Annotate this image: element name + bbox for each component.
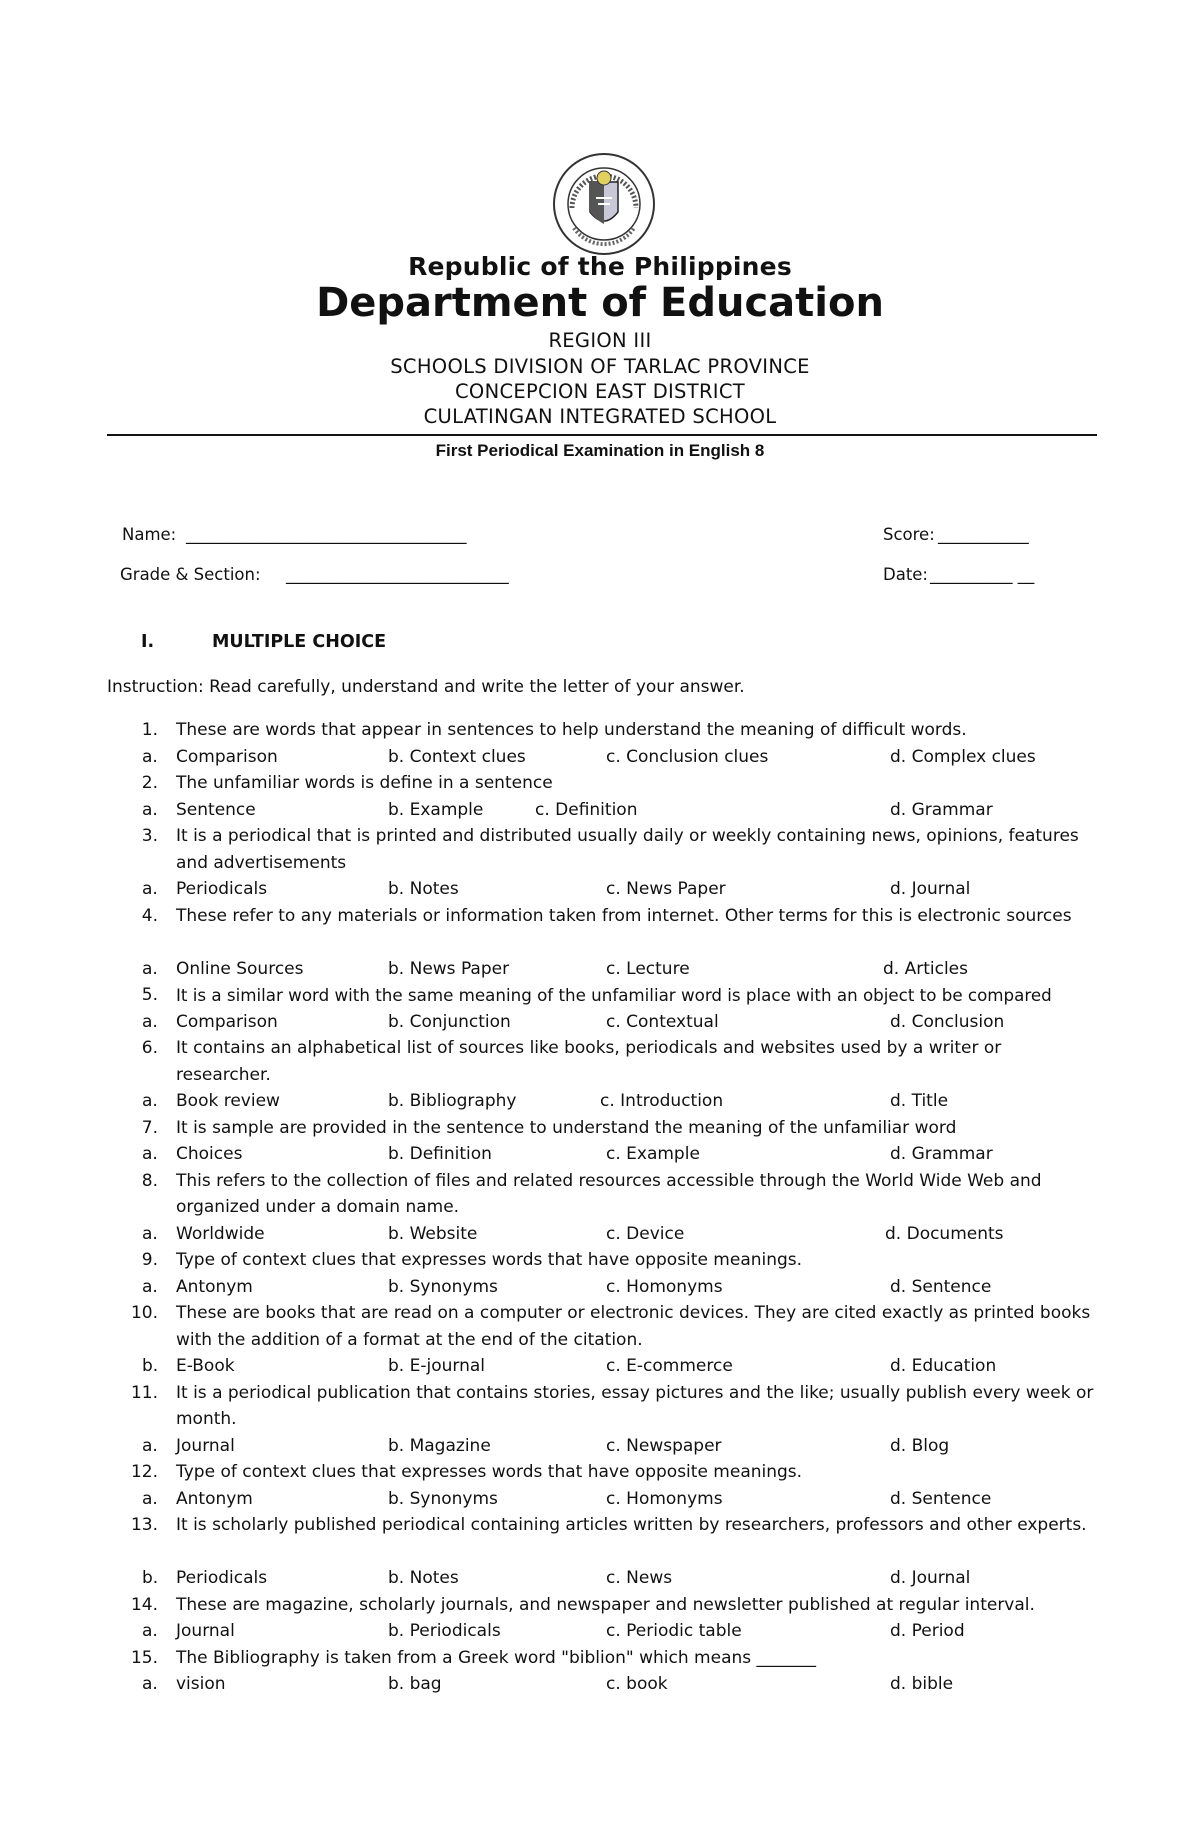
name-field[interactable]: __________________________________ [186, 525, 467, 544]
question-list [0, 717, 1200, 1698]
question-text: It is a similar word with the same meaning of the unfamiliar word is place with an object to be compared [176, 985, 1052, 1005]
choice-a: Antonym [176, 1488, 253, 1509]
choice-c: c. News Paper [606, 879, 726, 899]
question-number: 1. [141, 720, 158, 740]
choice-letter: a. [142, 746, 158, 767]
choice-letter: a. [142, 1621, 158, 1641]
region-line: REGION III [548, 329, 652, 352]
question-text: These are words that appear in sentences to help understand the meaning of difficult words. [176, 720, 967, 740]
choice-c: c. Example [606, 1144, 700, 1164]
choice-a: Sentence [176, 799, 256, 820]
question-number: 7. [141, 1117, 158, 1138]
question-number: 3. [141, 826, 158, 846]
date-label: Date: [883, 565, 928, 584]
choice-b: b. Context clues [388, 746, 526, 767]
choice-a: Comparison [176, 746, 278, 767]
choice-d: d. Grammar [890, 799, 993, 820]
choice-row [0, 1433, 1200, 1460]
section-title: MULTIPLE CHOICE [212, 632, 387, 652]
question-text: It is a periodical publication that contains stories, essay pictures and the like; usually publish every week or month. [176, 1382, 1094, 1429]
choice-a: Online Sources [176, 958, 304, 979]
question-item [0, 1300, 1200, 1353]
question-text: It is a periodical that is printed and distributed usually daily or weekly containing news, opinions, features and advertisements [176, 826, 1079, 873]
choice-c: c. Homonyms [606, 1276, 723, 1297]
choice-b: b. Definition [388, 1144, 492, 1164]
choice-a: Book review [176, 1091, 280, 1111]
choice-c: c. Periodic table [606, 1621, 742, 1641]
choice-letter: a. [142, 879, 158, 899]
choice-c: c. book [606, 1674, 668, 1694]
choice-letter: a. [142, 1144, 158, 1164]
choice-c: c. Homonyms [606, 1488, 723, 1509]
choice-c: c. Contextual [606, 1011, 719, 1032]
choice-d: d. bible [890, 1674, 954, 1694]
question-number: 5. [141, 985, 158, 1005]
section-number: I. [141, 632, 155, 652]
question-text: It contains an alphabetical list of sources like books, periodicals and websites used by a writer or researcher. [176, 1038, 1002, 1085]
question-number: 4. [141, 905, 158, 926]
question-item [0, 823, 1200, 876]
choice-letter: a. [142, 1488, 158, 1509]
choice-row [0, 797, 1200, 824]
choice-row [0, 1486, 1200, 1513]
choice-b: b. News Paper [388, 958, 510, 979]
question-item [0, 1592, 1200, 1619]
choice-d: d. Journal [890, 879, 971, 899]
choice-row [0, 1671, 1200, 1698]
division-line: SCHOOLS DIVISION OF TARLAC PROVINCE [390, 355, 810, 378]
choice-letter: b. [142, 1568, 159, 1588]
choice-row [0, 1274, 1200, 1301]
question-text: These refer to any materials or information taken from internet. Other terms for this is electronic sources [176, 905, 1072, 926]
choice-b: b. Synonyms [388, 1276, 498, 1297]
choice-a: Journal [176, 1621, 235, 1641]
choice-a: Journal [176, 1435, 235, 1456]
score-field[interactable]: ___________ [938, 525, 1029, 544]
choice-row [0, 956, 1200, 983]
choice-row [0, 1618, 1200, 1645]
choice-b: b. bag [388, 1674, 442, 1694]
choice-a: Periodicals [176, 879, 268, 899]
question-item [0, 1035, 1200, 1088]
choice-b: b. E-journal [388, 1356, 485, 1376]
choice-d: d. Title [890, 1091, 949, 1111]
score-label: Score: [883, 525, 935, 544]
choice-d: d. Blog [890, 1435, 950, 1456]
date-field[interactable]: __________ __ [930, 565, 1035, 584]
choice-b: b. Magazine [388, 1435, 491, 1456]
choice-c: c. E-commerce [606, 1356, 733, 1376]
choice-letter: b. [142, 1356, 159, 1376]
choice-b: b. Bibliography [388, 1091, 517, 1111]
question-number: 6. [141, 1038, 158, 1058]
question-number: 9. [141, 1250, 158, 1270]
choice-d: d. Education [890, 1356, 997, 1376]
choice-c: c. Definition [535, 799, 638, 820]
question-item [0, 1645, 1200, 1672]
choice-row [0, 1221, 1200, 1248]
choice-letter: a. [142, 958, 158, 979]
choice-a: E-Book [176, 1356, 235, 1376]
exam-title: First Periodical Examination in English 8 [435, 441, 765, 460]
choice-d: d. Complex clues [890, 746, 1036, 767]
choice-a: vision [176, 1674, 226, 1694]
choice-a: Antonym [176, 1276, 253, 1297]
choice-b: b. Periodicals [388, 1621, 501, 1641]
choice-c: c. Conclusion clues [606, 746, 769, 767]
choice-row [0, 744, 1200, 771]
choice-c: c. News [606, 1568, 673, 1588]
question-number: 14. [130, 1594, 158, 1615]
deped-seal-icon [552, 152, 656, 256]
question-item [0, 982, 1200, 1009]
question-item [0, 717, 1200, 744]
question-text: It is sample are provided in the sentence to understand the meaning of the unfamiliar word [176, 1117, 957, 1138]
country-heading: Republic of the Philippines [408, 252, 792, 281]
question-number: 11. [130, 1382, 158, 1403]
choice-b: b. Notes [388, 879, 459, 899]
choice-letter: a. [142, 1223, 158, 1244]
question-item [0, 903, 1200, 956]
choice-row [0, 1088, 1200, 1115]
choice-b: b. Example [388, 799, 484, 820]
choice-letter: a. [142, 1276, 158, 1297]
question-text: These are books that are read on a computer or electronic devices. They are cited exactly as printed books with the addition of a format at the end of the citation. [176, 1303, 1091, 1350]
question-number: 2. [141, 773, 158, 793]
choice-a: Worldwide [176, 1223, 265, 1244]
grade-section-field[interactable]: ___________________________ [286, 565, 509, 584]
question-item [0, 1168, 1200, 1221]
question-text: The unfamiliar words is define in a sentence [176, 773, 553, 793]
choice-d: d. Conclusion [890, 1011, 1005, 1032]
question-number: 13. [130, 1515, 158, 1535]
choice-letter: a. [142, 1674, 158, 1694]
question-item [0, 1512, 1200, 1565]
choice-row [0, 1009, 1200, 1036]
name-label: Name: [122, 525, 177, 544]
question-text: Type of context clues that expresses words that have opposite meanings. [176, 1250, 803, 1270]
choice-letter: a. [142, 1435, 158, 1456]
choice-d: d. Period [890, 1621, 965, 1641]
choice-c: c. Device [606, 1223, 685, 1244]
choice-d: d. Sentence [890, 1276, 992, 1297]
question-number: 10. [130, 1303, 158, 1323]
school-line: CULATINGAN INTEGRATED SCHOOL [423, 405, 777, 428]
question-item [0, 1380, 1200, 1433]
choice-b: b. Synonyms [388, 1488, 498, 1509]
choice-letter: a. [142, 799, 158, 820]
header-divider [107, 434, 1097, 436]
choice-letter: a. [142, 1011, 158, 1032]
choice-d: d. Articles [883, 958, 968, 979]
question-item [0, 1459, 1200, 1486]
question-number: 8. [141, 1170, 158, 1191]
choice-row [0, 876, 1200, 903]
choice-b: b. Website [388, 1223, 478, 1244]
choice-d: d. Journal [890, 1568, 971, 1588]
question-item [0, 1247, 1200, 1274]
question-item [0, 770, 1200, 797]
question-text: The Bibliography is taken from a Greek word "biblion" which means _______ [176, 1647, 817, 1668]
choice-c: c. Newspaper [606, 1435, 722, 1456]
choice-row [0, 1141, 1200, 1168]
question-text: It is scholarly published periodical containing articles written by researchers, professors and other experts. [176, 1515, 1087, 1535]
choice-d: d. Sentence [890, 1488, 992, 1509]
choice-a: Periodicals [176, 1568, 268, 1588]
department-heading: Department of Education [316, 280, 884, 326]
grade-section-label: Grade & Section: [120, 565, 261, 584]
question-text: These are magazine, scholarly journals, and newspaper and newsletter published at regular interval. [176, 1594, 1035, 1615]
choice-b: b. Notes [388, 1568, 459, 1588]
question-text: This refers to the collection of files and related resources accessible through the World Wide Web and organized under a domain name. [176, 1170, 1042, 1217]
choice-c: c. Lecture [606, 958, 690, 979]
choice-b: b. Conjunction [388, 1011, 511, 1032]
choice-letter: a. [142, 1091, 158, 1111]
question-text: Type of context clues that expresses words that have opposite meanings. [176, 1462, 803, 1482]
choice-d: d. Grammar [890, 1144, 993, 1164]
choice-d: d. Documents [885, 1223, 1004, 1244]
district-line: CONCEPCION EAST DISTRICT [455, 380, 745, 403]
choice-row [0, 1353, 1200, 1380]
choice-a: Choices [176, 1144, 243, 1164]
instruction-text: Instruction: Read carefully, understand and write the letter of your answer. [107, 677, 745, 697]
choice-c: c. Introduction [600, 1091, 724, 1111]
question-item [0, 1115, 1200, 1142]
choice-a: Comparison [176, 1011, 278, 1032]
question-number: 15. [130, 1647, 158, 1668]
choice-row [0, 1565, 1200, 1592]
question-number: 12. [130, 1462, 158, 1482]
